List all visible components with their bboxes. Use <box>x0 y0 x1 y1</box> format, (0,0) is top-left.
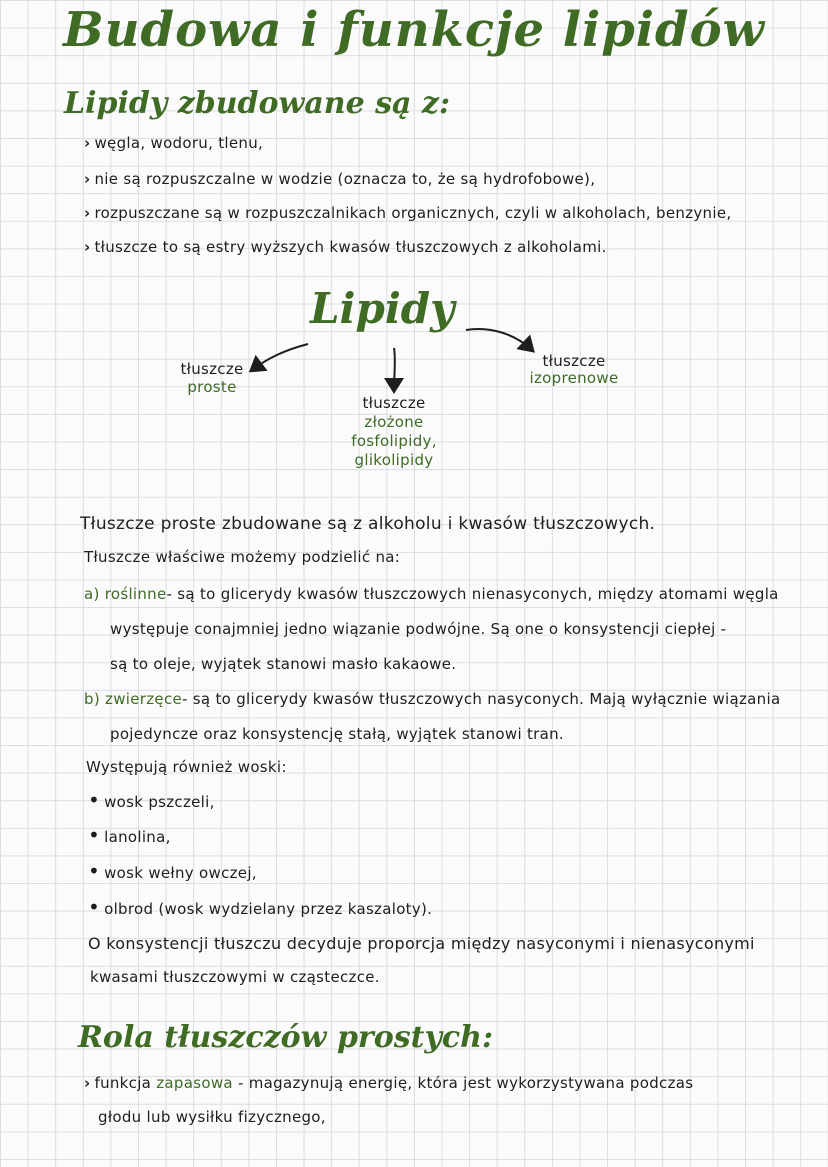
bullet-arrow-icon: › <box>84 170 91 188</box>
list-item: • wosk wełny owczej, <box>88 859 257 883</box>
list-item: › węgla, wodoru, tlenu, <box>84 134 264 152</box>
waxes-intro: Występują również woski: <box>86 758 287 776</box>
bullet-arrow-icon: › <box>84 134 91 152</box>
subsection-a-line3: są to oleje, wyjątek stanowi masło kakaowe. <box>110 655 457 673</box>
bullet-dot-icon: • <box>88 859 101 883</box>
arrow-down-icon <box>394 348 395 390</box>
list-item: • lanolina, <box>88 823 171 847</box>
diagram-right-node: tłuszcze izoprenowe <box>529 352 619 387</box>
subsection-a-line2: występuje conajmniej jedno wiązanie podwójne. Są one o konsystencji ciepłej - <box>110 620 727 638</box>
arrow-right-icon <box>466 329 532 350</box>
section3-item-line2: głodu lub wysiłku fizycznego, <box>98 1108 326 1126</box>
diagram-left-node: tłuszcze proste <box>180 360 244 396</box>
subsection-b: b) zwierzęce- są to glicerydy kwasów tłuszczowych nasyconych. Mają wyłącznie wiązania <box>84 690 781 708</box>
conclusion-line1: O konsystencji tłuszczu decyduje proporcja między nasyconymi i nienasyconymi <box>88 934 755 953</box>
section3-heading: Rola tłuszczów prostych: <box>78 1020 494 1055</box>
bullet-arrow-icon: › <box>84 1074 91 1092</box>
list-item: • wosk pszczeli, <box>88 788 215 812</box>
subsection-a: a) roślinne- są to glicerydy kwasów tłuszczowych nienasyconych, między atomami węgla <box>84 585 779 603</box>
section2-intro: Tłuszcze proste zbudowane są z alkoholu i kwasów tłuszczowych. <box>80 514 656 534</box>
list-item: • olbrod (wosk wydzielany przez kaszaloty). <box>88 895 433 919</box>
bullet-arrow-icon: › <box>84 204 91 222</box>
section2-sub: Tłuszcze właściwe możemy podzielić na: <box>84 548 401 566</box>
diagram-middle-node: tłuszcze złożone fosfolipidy, glikolipidy <box>351 394 437 469</box>
bullet-dot-icon: • <box>88 823 101 847</box>
subsection-b-line2: pojedyncze oraz konsystencję stałą, wyjątek stanowi tran. <box>110 725 565 743</box>
list-item: › funkcja zapasowa - magazynują energię, która jest wykorzystywana podczas <box>84 1074 694 1092</box>
list-item: › rozpuszczane są w rozpuszczalnikach organicznych, czyli w alkoholach, benzynie, <box>84 204 732 222</box>
conclusion-line2: kwasami tłuszczowymi w cząsteczce. <box>90 968 380 986</box>
list-item: › nie są rozpuszczalne w wodzie (oznacza to, że są hydrofobowe), <box>84 170 596 188</box>
diagram-center-label: Lipidy <box>310 284 455 333</box>
bullet-dot-icon: • <box>88 788 101 812</box>
arrow-left-icon <box>252 344 308 370</box>
bullet-arrow-icon: › <box>84 238 91 256</box>
section1-heading: Lipidy zbudowane są z: <box>64 86 451 121</box>
bullet-dot-icon: • <box>88 895 101 919</box>
list-item: › tłuszcze to są estry wyższych kwasów tłuszczowych z alkoholami. <box>84 238 607 256</box>
page-title: Budowa i funkcje lipidów <box>63 2 765 58</box>
